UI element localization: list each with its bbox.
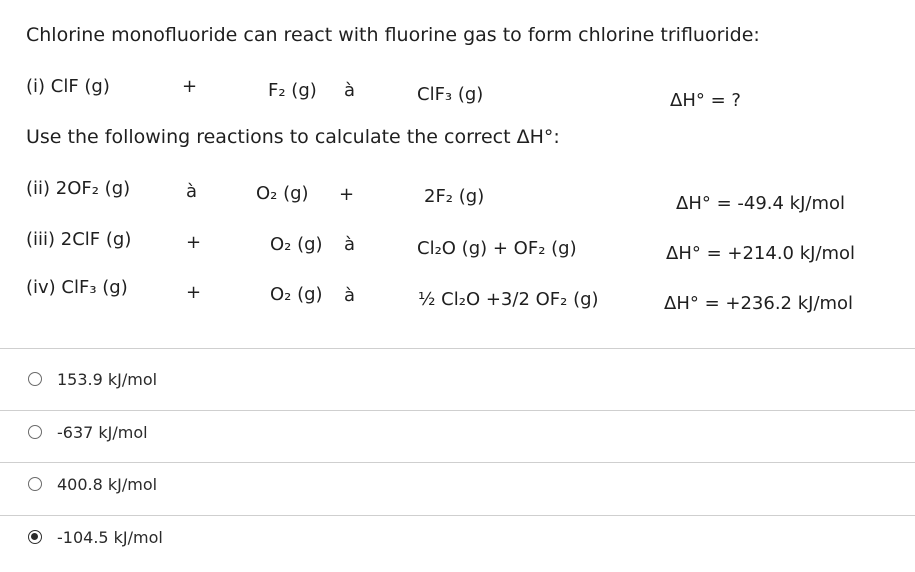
- target-product: ClF₃ (g): [417, 84, 484, 105]
- option-1-label: 153.9 kJ/mol: [57, 369, 158, 389]
- radio-selected-icon[interactable]: [28, 530, 42, 544]
- option-1[interactable]: [28, 366, 888, 392]
- radio-unselected-icon[interactable]: [28, 372, 42, 386]
- radio-unselected-icon[interactable]: [28, 425, 42, 439]
- target-reactant-2: F₂ (g): [268, 80, 317, 101]
- option-divider: [0, 462, 915, 463]
- reaction-iii-mid: O₂ (g): [270, 234, 323, 255]
- reaction-iv-op1: +: [186, 282, 202, 303]
- reaction-iii-product: Cl₂O (g) + OF₂ (g): [417, 238, 577, 259]
- reaction-iv-op2: à: [344, 285, 356, 306]
- reaction-ii-op1: à: [186, 181, 198, 202]
- option-3-label: 400.8 kJ/mol: [57, 474, 158, 494]
- option-divider: [0, 515, 915, 516]
- question-title: Chlorine monofluoride can react with fluorine gas to form chlorine trifluoride:: [26, 24, 760, 46]
- option-3[interactable]: [28, 471, 888, 497]
- reaction-iv-enthalpy: ΔH° = +236.2 kJ/mol: [664, 293, 854, 314]
- reaction-ii-enthalpy: ΔH° = -49.4 kJ/mol: [676, 193, 846, 214]
- reaction-ii-mid: O₂ (g): [256, 183, 309, 204]
- options-top-divider: [0, 348, 915, 349]
- option-4[interactable]: [28, 524, 888, 550]
- reaction-iv-product: ½ Cl₂O +3/2 OF₂ (g): [418, 289, 599, 310]
- option-2-label: -637 kJ/mol: [57, 422, 148, 442]
- reaction-iii-op1: +: [186, 232, 202, 253]
- target-plus: +: [182, 76, 198, 97]
- reaction-iii-label: (iii) 2ClF (g): [26, 229, 132, 250]
- target-enthalpy: ΔH° = ?: [670, 90, 741, 111]
- reaction-iii-op2: à: [344, 234, 356, 255]
- instructions: Use the following reactions to calculate the correct ΔH°:: [26, 126, 560, 148]
- reaction-ii-op2: +: [339, 184, 355, 205]
- option-divider: [0, 410, 915, 411]
- option-4-label: -104.5 kJ/mol: [57, 527, 163, 547]
- reaction-iv-label: (iv) ClF₃ (g): [26, 277, 128, 298]
- reaction-iii-enthalpy: ΔH° = +214.0 kJ/mol: [666, 243, 856, 264]
- reaction-ii-label: (ii) 2OF₂ (g): [26, 178, 131, 199]
- target-arrow: à: [344, 80, 356, 101]
- option-2[interactable]: [28, 419, 888, 445]
- reaction-iv-mid: O₂ (g): [270, 284, 323, 305]
- radio-unselected-icon[interactable]: [28, 477, 42, 491]
- target-reactant-1: (i) ClF (g): [26, 76, 110, 97]
- reaction-ii-product: 2F₂ (g): [424, 186, 485, 207]
